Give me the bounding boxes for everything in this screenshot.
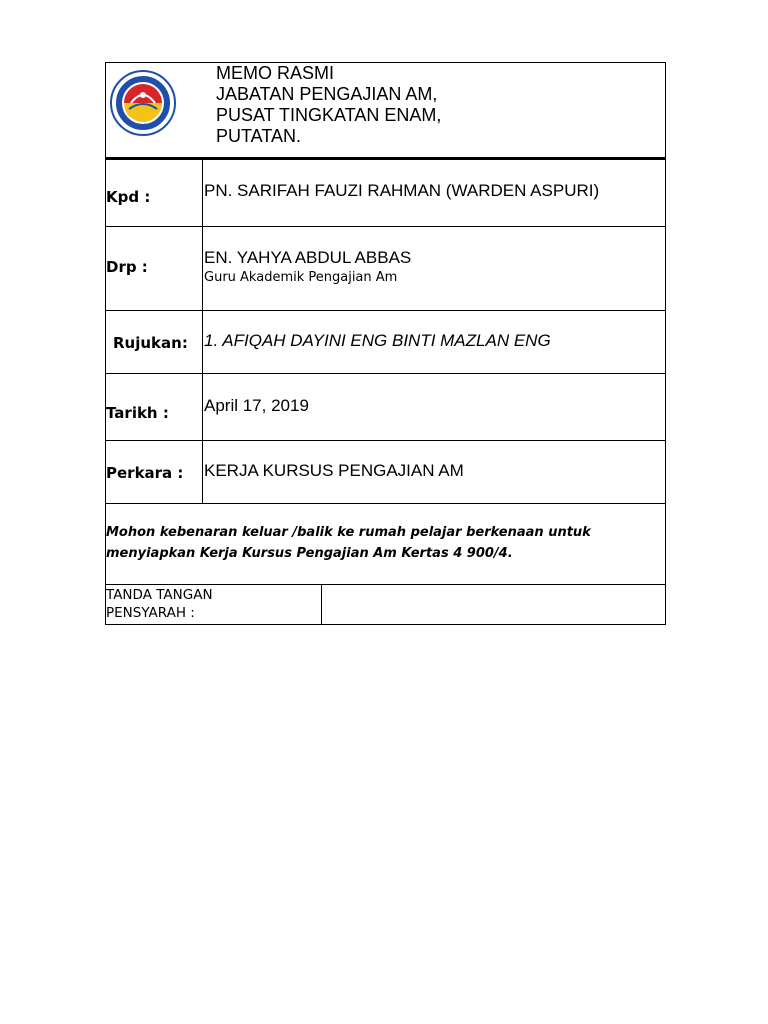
kpd-value: PN. SARIFAH FAUZI RAHMAN (WARDEN ASPURI): [204, 181, 600, 200]
perkara-label: Perkara :: [106, 464, 184, 482]
school-logo: [109, 69, 177, 137]
row-rujukan: [105, 310, 666, 373]
rujukan-label: Rujukan:: [113, 334, 188, 352]
column-divider: [202, 311, 203, 373]
memo-header: [105, 62, 666, 159]
drp-value: EN. YAHYA ABDUL ABBAS: [204, 248, 412, 267]
column-divider: [202, 441, 203, 503]
rujukan-value: 1. AFIQAH DAYINI ENG BINTI MAZLAN ENG: [204, 331, 551, 350]
row-perkara: [105, 440, 666, 503]
memo-title-block: [216, 63, 441, 147]
memo-title: MEMO RASMI: [216, 63, 335, 83]
signature-divider: [321, 585, 322, 624]
signature-label: [106, 586, 213, 622]
kpd-label: Kpd :: [106, 188, 151, 206]
column-divider: [202, 160, 203, 226]
column-divider: [202, 227, 203, 310]
tarikh-label: Tarikh :: [106, 404, 169, 422]
note-line-1: Mohon kebenaran keluar /balik ke rumah pelajar berkenaan untuk: [106, 525, 591, 540]
row-kpd: [105, 159, 666, 226]
drp-label: Drp :: [106, 258, 148, 276]
tarikh-value: April 17, 2019: [204, 396, 309, 415]
note-line-2: menyiapkan Kerja Kursus Pengajian Am Kertas 4 900/4.: [106, 546, 513, 561]
memo-form: [105, 62, 666, 625]
drp-subtitle: Guru Akademik Pengajian Am: [204, 270, 398, 285]
department-name: JABATAN PENGAJIAN AM,: [216, 84, 438, 104]
location-name: PUTATAN.: [216, 126, 301, 146]
column-divider: [202, 374, 203, 440]
signature-label-line-2: PENSYARAH :: [106, 605, 195, 621]
row-tarikh: [105, 373, 666, 440]
center-name: PUSAT TINGKATAN ENAM,: [216, 105, 442, 125]
row-signature: [105, 584, 666, 625]
row-drp: [105, 226, 666, 310]
perkara-value: KERJA KURSUS PENGAJIAN AM: [204, 461, 464, 480]
signature-label-line-1: TANDA TANGAN: [106, 587, 213, 603]
request-note: [106, 522, 661, 564]
row-note: [105, 503, 666, 584]
